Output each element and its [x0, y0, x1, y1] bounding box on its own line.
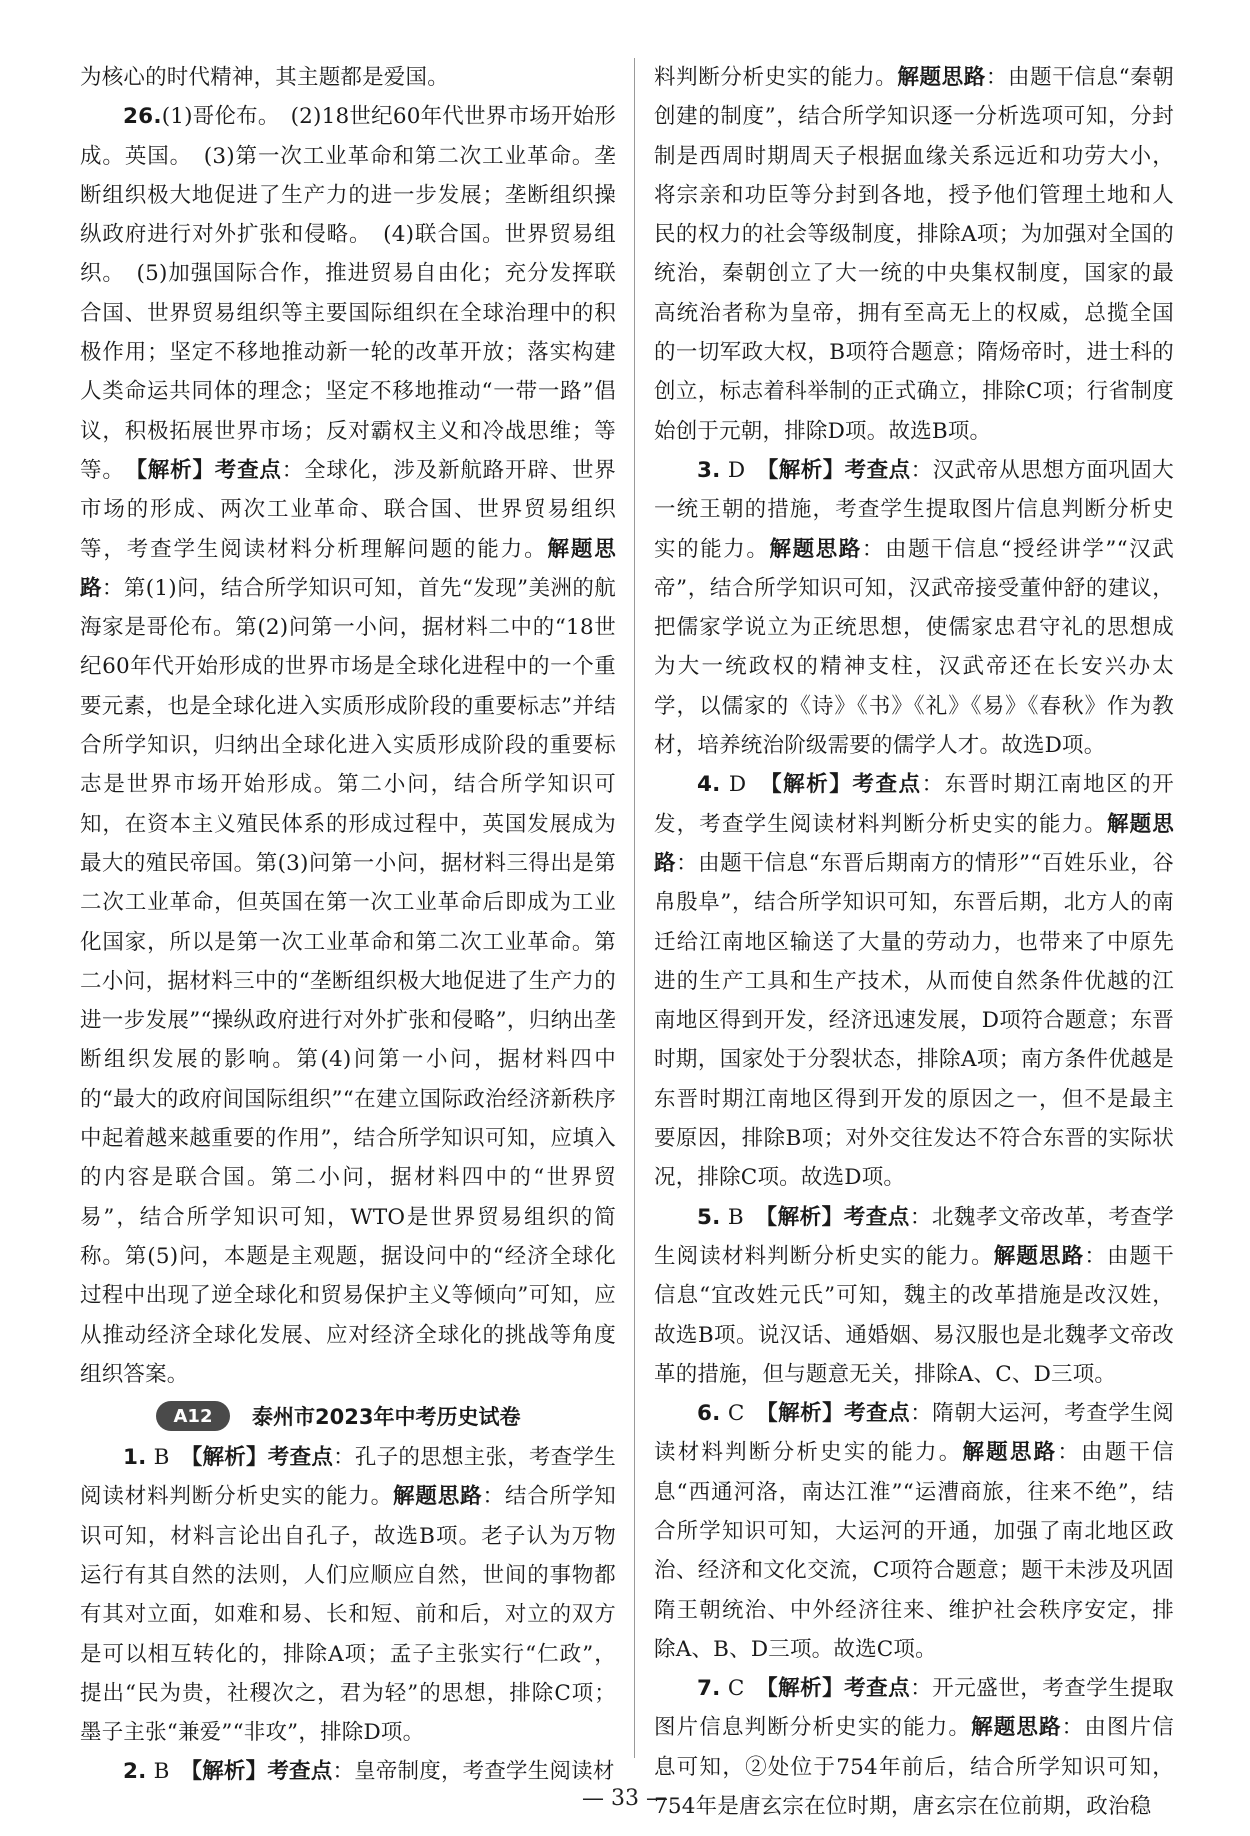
solution-label: 解题思路 [769, 536, 862, 562]
solution-label: 解题思路 [962, 1440, 1058, 1466]
solution-label: 解题思路 [897, 65, 986, 90]
answer-1: 1. B 【解析】考查点：孔子的思想主张，考查学生阅读材料判断分析史实的能力。解题思路：结合所学知识可知，材料言论出自孔子，故选B项。老子认为万物运行有其自然的法则，人们应顺应自然，世间的事物都有其对立面，如难和易、长和短、前和后，对立的双方是可以相互转化的，排除A项；孟子主张实行“仁政”，提出“民为贵，社稷次之，君为轻”的思想，排除C项；墨子主张“兼爱”“非攻”，排除D项。 [80, 1445, 617, 1746]
analysis-tag: 【解析】 [767, 457, 845, 483]
analysis-tag: 【解析】 [191, 1759, 268, 1785]
question-number: 26. [123, 104, 162, 130]
page-number: — 33 — [582, 1786, 668, 1811]
question-number: 1. [123, 1445, 147, 1471]
keypoint-label: 考查点 [844, 457, 911, 483]
section-header [80, 1394, 616, 1438]
answer-4: 4. D 【解析】考查点：东晋时期江南地区的开发，考查学生阅读材料判断分析史实的能力。解题思路：由题干信息“东晋后期南方的情形”“百姓乐业，谷帛殷阜”，结合所学知识可知，东晋后期，北方人的南迁给江南地区输送了大量的劳动力，也带来了中原先进的生产工具和生产技术，从而使自然条件优越的江南地区得到开发，经济迅速发展，D项符合题意；东晋时期，国家处于分裂状态，排除A项；南方条件优越是东晋时期江南地区得到开发的原因之一，但不是最主要原因，排除B项；对外交往发达不符合东晋的实际状况，排除C项。故选D项。 [654, 772, 1174, 1191]
question-number: 2. [123, 1759, 147, 1785]
solution-label: 解题思路 [993, 1243, 1085, 1269]
answer-2-continued: 料判断分析史实的能力。解题思路：由题干信息“秦朝创建的制度”，结合所学知识逐一分析选项可知，分封制是西周时期周天子根据血缘关系远近和功劳大小，将宗亲和功臣等分封到各地，授予他们管理土地和人民的权力的社会等级制度，排除A项；为加强对全国的统治，秦朝创立了大一统的中央集权制度，国家的最高统治者称为皇帝，拥有至高无上的权威，总揽全国的一切军政大权，B项符合题意；隋炀帝时，进士科的创立，标志着科举制的正式确立，排除C项；行省制度始创于元朝，排除D项。故选B项。 [654, 65, 1175, 444]
question-number: 4. [697, 772, 721, 798]
analysis-tag: 【解析】 [191, 1445, 268, 1471]
answer-2: 2. B 【解析】考查点：皇帝制度，考查学生阅读材 [123, 1759, 615, 1785]
answer-3: 3. D 【解析】考查点：汉武帝从思想方面巩固大一统王朝的措施，考查学生提取图片信息判断分析史实的能力。解题思路：由题干信息“授经讲学”“汉武帝”，结合所学知识可知，汉武帝接受董仲舒的建议，把儒家学说立为正统思想，使儒家忠君守礼的思想成为大一统政权的精神支柱，汉武帝还在长安兴办太学，以儒家的《诗》《书》《礼》《易》《春秋》作为教材，培养统治阶级需要的儒学人才。故选D项。 [654, 457, 1174, 759]
keypoint-label: 考查点 [843, 1204, 910, 1230]
solution-label: 解题思路 [80, 536, 616, 601]
keypoint-label: 考查点 [267, 1445, 334, 1471]
solution-label: 解题思路 [393, 1484, 483, 1510]
analysis-tag: 【解析】 [766, 1204, 844, 1230]
keypoint-label: 考查点 [852, 772, 922, 798]
paragraph-intro: 为核心的时代精神，其主题都是爱国。 [80, 65, 449, 90]
keypoint-label: 考查点 [844, 1676, 911, 1702]
column-divider [634, 58, 635, 1758]
analysis-tag: 【解析】 [770, 772, 853, 798]
question-number: 7. [697, 1676, 721, 1702]
section-badge: A12 [156, 1401, 230, 1431]
question-number: 3. [697, 457, 721, 483]
section-title: 泰州市2023年中考历史试卷 [252, 1405, 521, 1430]
answer-6: 6. C 【解析】考查点：隋朝大运河，考查学生阅读材料判断分析史实的能力。解题思路：由题干信息“西通河洛，南达江淮”“运漕商旅，往来不绝”，结合所学知识可知，大运河的开通，加强了南北地区政治、经济和文化交流，C项符合题意；题干未涉及巩固隋王朝统治、中外经济往来、维护社会秩序安定，排除A、B、D三项。故选C项。 [654, 1401, 1174, 1662]
answer-5: 5. B 【解析】考查点：北魏孝文帝改革，考查学生阅读材料判断分析史实的能力。解题思路：由题干信息“宜改姓元氏”可知，魏主的改革措施是改汉姓，故选B项。说汉话、通婚姻、易汉服也是北魏孝文帝改革的措施，但与题意无关，排除A、C、D三项。 [654, 1204, 1174, 1387]
answer-26: 26.(1)哥伦布。 (2)18世纪60年代世界市场开始形成。英国。 (3)第一次工业革命和第二次工业革命。垄断组织极大地促进了生产力的进一步发展；垄断组织操纵政府进行对外扩张和侵略。 (4)联合国。世界贸易组织。 (5)加强国际合作，推进贸易自由化；充分发挥联合国、世界贸易组织等主要国际组织在全球治理中的积极作用；坚定不移地推动新一轮的改革开放；落实构建人类命运共同体的理念；坚定不移地推动“一带一路”倡议，积极拓展世界市场；反对霸权主义和冷战思维；等等。 【解析】考查点：全球化，涉及新航路开辟、世界市场的形成、两次工业革命、联合国、世界贸易组织等，考查学生阅读材料分析理解问题的能力。解题思路：第(1)问，结合所学知识可知，首先“发现”美洲的航海家是哥伦布。第(2)问第一小问，据材料二中的“18世纪60年代开始形成的世界市场是全球化进程中的一个重要元素，也是全球化进入实质形成阶段的重要标志”并结合所学知识，归纳出全球化进入实质形成阶段的重要标志是世界市场开始形成。第二小问，结合所学知识可知，在资本主义殖民体系的形成过程中，英国发展成为最大的殖民帝国。第(3)问第一小问，据材料三得出是第二次工业革命，但英国在第一次工业革命后即成为工业化国家，所以是第一次工业革命和第二次工业革命。第二小问，据材料三中的“垄断组织极大地促进了生产力的进一步发展”“操纵政府进行对外扩张和侵略”，归纳出垄断组织发展的影响。第(4)问第一小问，据材料四中的“最大的政府间国际组织”“在建立国际政治经济新秩序中起着越来越重要的作用”，结合所学知识可知，应填入的内容是联合国。第二小问，据材料四中的“世界贸易”，结合所学知识可知，WTO是世界贸易组织的简称。第(5)问，本题是主观题，据设问中的“经济全球化过程中出现了逆全球化和贸易保护主义等倾向”可知，应从推动经济全球化发展、应对经济全球化的挑战等角度组织答案。 [80, 104, 617, 1387]
analysis-tag: 【解析】 [136, 457, 215, 483]
solution-label: 解题思路 [971, 1715, 1062, 1741]
right-column [654, 58, 1174, 1826]
analysis-tag: 【解析】 [766, 1676, 845, 1702]
question-number: 5. [697, 1204, 721, 1230]
keypoint-label: 考查点 [267, 1759, 333, 1785]
question-number: 6. [697, 1401, 721, 1427]
left-column [80, 58, 616, 1792]
answer-7: 7. C 【解析】考查点：开元盛世，考查学生提取图片信息判断分析史实的能力。解题思路：由图片信息可知，②处位于754年前后，结合所学知识可知，754年是唐玄宗在位时期，唐玄宗在位前期，政治稳 [654, 1676, 1174, 1820]
analysis-tag: 【解析】 [766, 1401, 845, 1427]
keypoint-label: 考查点 [844, 1401, 911, 1427]
keypoint-label: 考查点 [214, 457, 282, 483]
solution-label: 解题思路 [654, 811, 1174, 876]
